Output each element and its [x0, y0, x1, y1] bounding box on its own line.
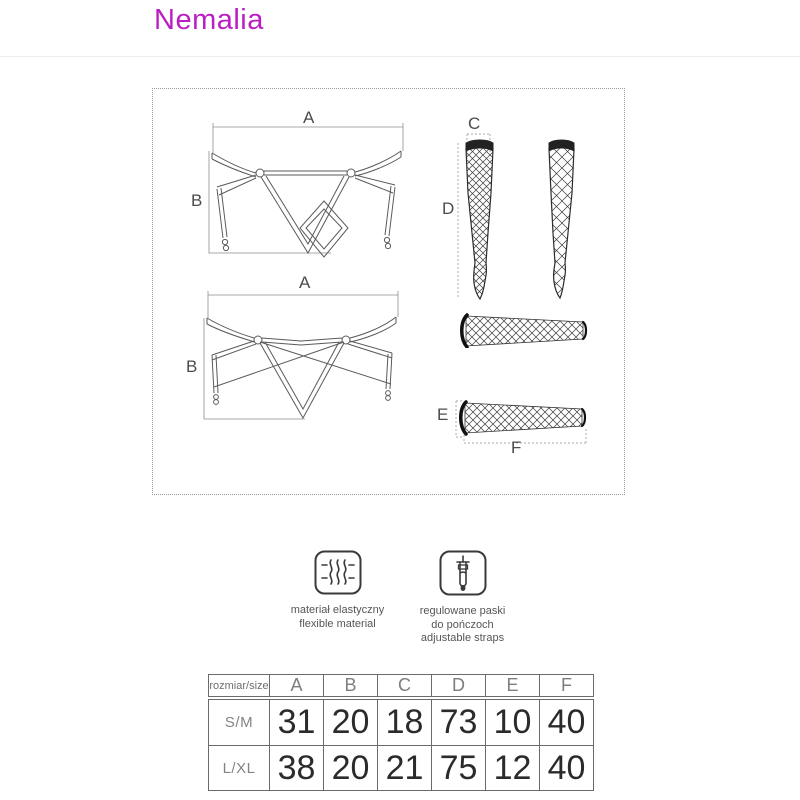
feature-elastic-material — [288, 550, 388, 646]
size-value: 12 — [485, 745, 539, 790]
back-height-label: B — [186, 357, 198, 376]
size-value: 18 — [377, 700, 431, 745]
size-table-header-label: rozmiar/size — [209, 679, 269, 692]
feature-caption: flexible material — [299, 617, 376, 630]
size-value: 75 — [431, 745, 485, 790]
feature-caption: regulowane paski — [419, 605, 506, 617]
sleeve-length-label: F — [511, 438, 522, 457]
size-table — [208, 674, 594, 791]
size-table-col-a: A — [269, 675, 323, 696]
size-value: 40 — [539, 700, 593, 745]
stocking-length-label: D — [442, 199, 455, 218]
size-value: 38 — [269, 745, 323, 790]
size-table-col-e: E — [485, 675, 539, 696]
feature-caption: adjustable straps — [420, 632, 505, 644]
size-table-col-d: D — [431, 675, 485, 696]
size-table-col-f: F — [539, 675, 593, 696]
product-title: Nemalia — [154, 4, 264, 36]
size-value: 20 — [323, 745, 377, 790]
fishnet-sleeve-measured-drawing — [449, 396, 594, 451]
feature-caption: materiał elastyczny — [290, 604, 385, 616]
measurement-diagram-box — [152, 88, 625, 495]
sleeve-height-label: E — [437, 405, 449, 424]
size-table-body — [208, 699, 594, 791]
size-value: 40 — [539, 745, 593, 790]
adjustable-straps-icon — [439, 550, 487, 596]
size-table-col-b: B — [323, 675, 377, 696]
size-value: 31 — [269, 700, 323, 745]
size-value: 20 — [323, 700, 377, 745]
stocking-top-width-label: C — [468, 114, 481, 133]
size-value: 10 — [485, 700, 539, 745]
back-width-label: A — [299, 273, 311, 292]
size-table-header — [208, 674, 594, 697]
feature-caption: do pończoch — [431, 618, 494, 631]
front-height-label: B — [191, 191, 203, 210]
feature-adjustable-straps — [413, 550, 513, 646]
size-table-col-c: C — [377, 675, 431, 696]
title-divider — [0, 56, 800, 57]
feature-callouts — [0, 550, 800, 646]
fishnet-sleeve-drawing — [456, 313, 591, 348]
garter-belt-back-drawing — [164, 281, 424, 431]
elastic-material-icon — [314, 550, 362, 595]
size-row-label: L/XL — [209, 745, 269, 790]
size-value: 21 — [377, 745, 431, 790]
garter-belt-front-drawing — [171, 108, 421, 271]
size-row-label: S/M — [224, 714, 254, 731]
stockings-drawing — [441, 113, 596, 308]
size-value: 73 — [431, 700, 485, 745]
front-width-label: A — [303, 108, 315, 127]
